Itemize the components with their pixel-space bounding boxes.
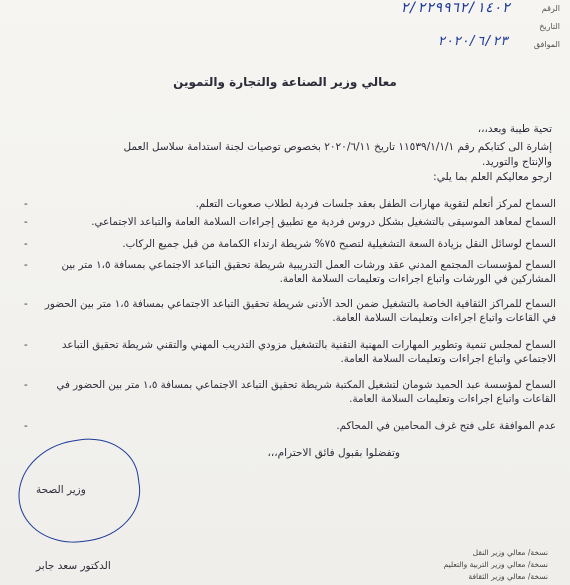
letter-title: معالي وزير الصناعة والتجارة والتموين [173,75,397,89]
cc-line: نسخة/ معالي وزير الثقافة [468,572,548,581]
ref-label: الرقم [541,4,560,13]
signatory-name: الدكتور سعد جابر [36,560,111,572]
list-item: - السماح لوسائل النقل بزيادة السعة التشغيلية لتصبح ٧٥% شريطة ارتداء الكمامة من قبل جميع الركاب. [24,238,556,250]
list-item: - السماح للمراكز الثقافية الخاصة بالتشغيل ضمن الحد الأدنى شريطة تحقيق التباعد الاجتماعي بمسافة ١،٥ متر بين الحضور في القاعات واتباع اجراءات وتعليمات السلامة العامة. [24,298,556,324]
hijri-label: الموافق [533,40,560,49]
greeting: تحية طيبة وبعد،،، [477,123,552,135]
closing: وتفضلوا بقبول فائق الاحترام،،، [267,447,400,459]
cc-line: نسخة/ معالي وزير التربية والتعليم [443,560,548,569]
intro-line-2: والإنتاج والتوريد. [481,156,552,168]
list-item: - عدم الموافقة على فتح غرف المحامين في المحاكم. [24,420,556,432]
date-label: التاريخ [539,22,560,31]
hijri-date: ٢٠٢٠/٦/٢٣ [437,34,508,49]
signatory-role: وزير الصحة [36,484,86,496]
intro-line-1: إشارة الى كتابكم رقم ١١٥٣٩/١/١/١ تاريخ ٢٠٢٠/٦/١١ بخصوص توصيات لجنة استدامة سلاسل العمل [123,141,552,153]
list-item: - السماح لمؤسسة عبد الحميد شومان لتشغيل المكتبة شريطة تحقيق التباعد الاجتماعي بمسافة ١،٥ متر بين الحضور في القاعات واتباع اجراءات وتعليمات السلامة العامة. [24,379,556,405]
list-item: - السماح لمجلس تنمية وتطوير المهارات المهنية التقنية بالتشغيل مزودي التدريب المهني والتقني شريطة تحقيق التباعد الاجتماعي واتباع اجراءات وتعليمات السلامة العامة. [24,339,556,365]
list-item: - السماح لمؤسسات المجتمع المدني عقد ورشات العمل التدريبية شريطة تحقيق التباعد الاجتماعي بمسافة ١،٥ متر بين المشاركين في الورشات واتباع اجراءات وتعليمات السلامة العامة. [24,259,556,285]
ref-number: ٢/٢٢٩٩٦٢/١٤٠٢ [400,0,510,16]
cc-line: نسخة/ معالي وزير النقل [472,548,548,557]
list-item: - السماح لمركز أتعلم لتقوية مهارات الطفل بعقد جلسات فردية لطلاب صعوبات التعلم. [24,198,556,210]
intro-line-3: ارجو معاليكم العلم بما يلي: [433,171,552,183]
list-item: - السماح لمعاهد الموسيقى بالتشغيل بشكل دروس فردية مع تطبيق إجراءات السلامة العامة والتباعد الاجتماعي. [24,216,556,228]
